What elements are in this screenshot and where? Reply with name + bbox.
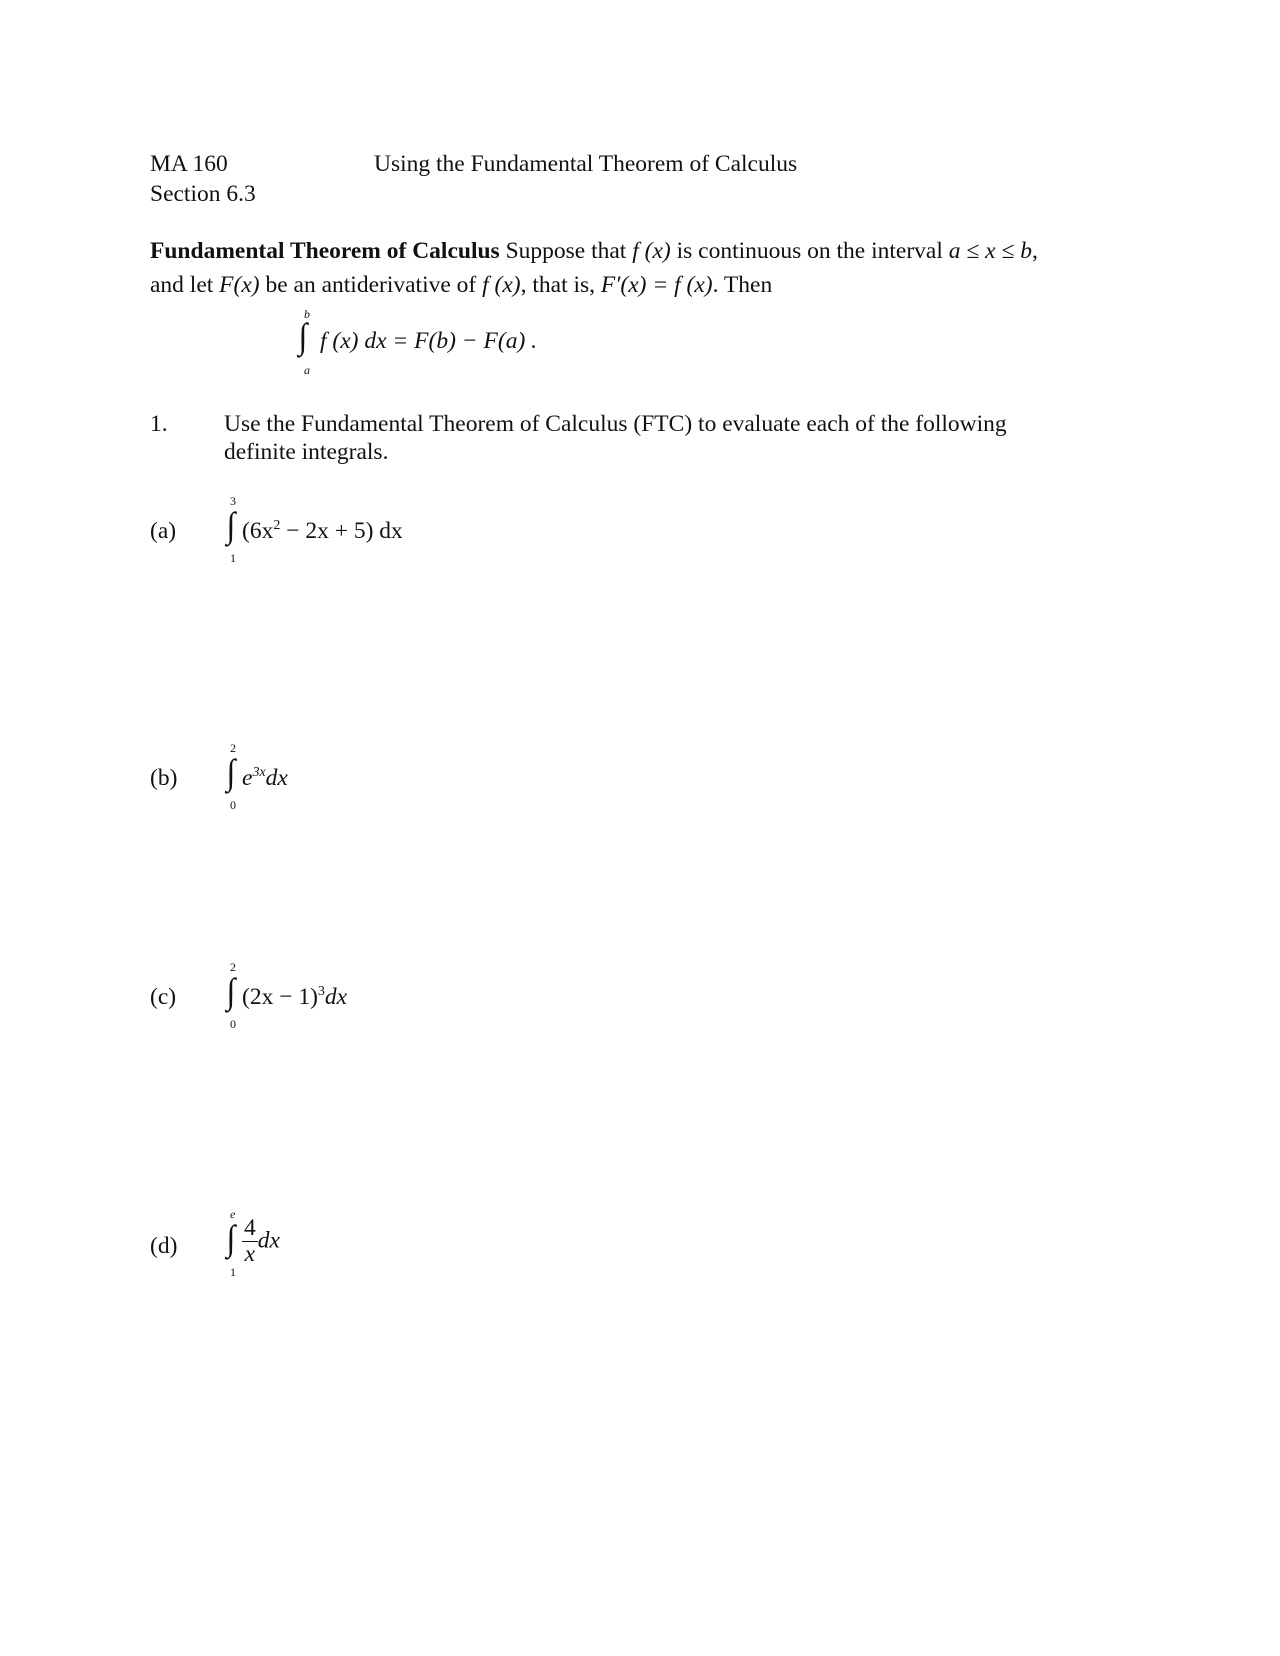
part-a-upper-limit: 3 xyxy=(230,494,236,508)
part-b-integrand xyxy=(242,767,288,791)
theorem-fx-2: f (x) xyxy=(482,272,521,298)
part-d-fraction xyxy=(242,1216,258,1266)
integral-sign-icon: ∫ xyxy=(226,505,236,545)
part-d-lower-limit: 1 xyxy=(230,1265,236,1279)
part-c-integral xyxy=(226,961,426,1031)
integral-sign-icon: ∫ xyxy=(226,752,236,792)
part-a-integral xyxy=(226,495,486,565)
part-d-integral xyxy=(226,1208,386,1288)
theorem-formula xyxy=(298,307,598,377)
formula-upper-limit: b xyxy=(304,307,310,321)
part-d-numerator: 4 xyxy=(244,1215,256,1241)
integral-sign-icon: ∫ xyxy=(226,1218,236,1258)
theorem-fx: f (x) xyxy=(632,238,671,264)
part-c-lower-limit: 0 xyxy=(230,1017,236,1031)
part-c-integrand-pre: (2x − 1) xyxy=(242,984,318,1010)
part-d-upper-limit: e xyxy=(230,1207,236,1221)
theorem-name: Fundamental Theorem of Calculus xyxy=(150,238,500,264)
integral-sign-icon: ∫ xyxy=(226,971,236,1011)
problem-text-line-1: Use the Fundamental Theorem of Calculus (FTC) to evaluate each of the following xyxy=(224,411,1007,437)
part-d-denominator: x xyxy=(244,1240,256,1267)
theorem-antiderivative: be an antiderivative of xyxy=(265,272,477,298)
part-b-upper-limit: 2 xyxy=(230,741,236,755)
theorem-continuous: is continuous on the interval xyxy=(676,238,943,264)
formula-lower-limit: a xyxy=(304,363,310,377)
part-b-integrand-post: dx xyxy=(265,765,288,791)
course-code: MA 160 xyxy=(150,151,228,177)
part-a-label: (a) xyxy=(150,518,177,544)
theorem-interval: a ≤ x ≤ b xyxy=(948,238,1032,264)
part-d-label: (d) xyxy=(150,1233,178,1259)
theorem-andlet: and let xyxy=(150,272,214,298)
page-title: Using the Fundamental Theorem of Calculus xyxy=(374,151,798,177)
problem-number: 1. xyxy=(150,411,168,437)
section-number: Section 6.3 xyxy=(150,181,256,207)
part-b-label: (b) xyxy=(150,765,178,791)
theorem-derivative: F′(x) = f (x) xyxy=(600,272,713,298)
part-a-integrand xyxy=(242,520,403,544)
integral-sign-icon: ∫ xyxy=(298,316,308,356)
problem-text-line-2: definite integrals. xyxy=(224,439,389,465)
part-c-integrand xyxy=(242,986,347,1010)
part-b-integrand-pre: e xyxy=(242,765,253,791)
part-c-upper-limit: 2 xyxy=(230,960,236,974)
part-d-integrand xyxy=(242,1216,280,1266)
formula-body: f (x) dx = F(b) − F(a) . xyxy=(320,328,538,354)
theorem-line-2 xyxy=(150,274,772,298)
part-a-exponent: 2 xyxy=(273,518,281,533)
part-d-integrand-post: dx xyxy=(257,1227,280,1254)
theorem-thatis: , that is, xyxy=(520,272,596,298)
part-b-integral xyxy=(226,742,386,812)
part-c-integrand-post: dx xyxy=(324,984,348,1010)
theorem-then: . Then xyxy=(712,272,773,298)
part-c-label: (c) xyxy=(150,984,177,1010)
part-a-lower-limit: 1 xyxy=(230,551,236,565)
theorem-comma: , xyxy=(1032,238,1038,264)
part-a-integrand-post: − 2x + 5) dx xyxy=(280,518,403,544)
theorem-line-1 xyxy=(150,240,1038,264)
theorem-Fx: F(x) xyxy=(219,272,260,298)
part-b-lower-limit: 0 xyxy=(230,798,236,812)
part-a-integrand-pre: (6x xyxy=(242,518,274,544)
part-c-exponent: 3 xyxy=(317,984,325,999)
theorem-suppose: Suppose that xyxy=(505,238,627,264)
part-b-exponent: 3x xyxy=(252,765,266,780)
